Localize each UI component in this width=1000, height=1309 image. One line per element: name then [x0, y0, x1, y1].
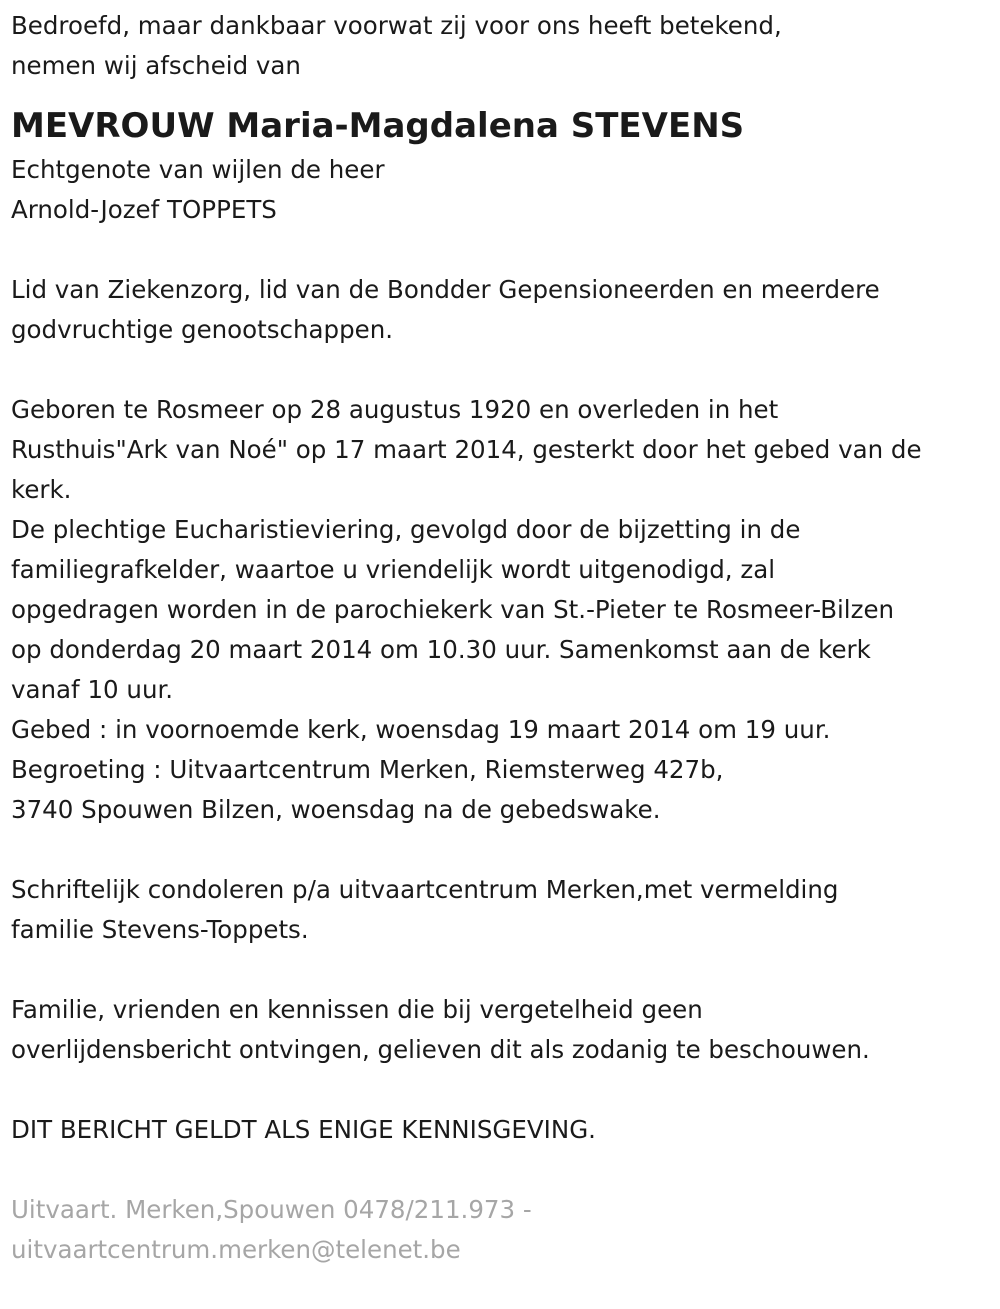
ceremony-line: De plechtige Eucharistieviering, gevolgd door de bijzetting in de [11, 515, 801, 544]
details-paragraph [11, 390, 991, 830]
greeting-line: 3740 Spouwen Bilzen, woensdag na de gebedswake. [11, 795, 661, 824]
notice-paragraph [11, 990, 991, 1070]
intro-line: nemen wij afscheid van [11, 51, 301, 80]
spouse-paragraph [11, 150, 991, 230]
footer-contact [11, 1190, 991, 1270]
condolence-paragraph [11, 870, 991, 950]
footer-line: Uitvaart. Merken,Spouwen 0478/211.973 - [11, 1195, 532, 1224]
birth-line: Rusthuis"Ark van Noé" op 17 maart 2014, gesterkt door het gebed van de [11, 435, 922, 464]
condolence-line: Schriftelijk condoleren p/a uitvaartcentrum Merken,met vermelding [11, 875, 839, 904]
membership-line: godvruchtige genootschappen. [11, 315, 394, 344]
birth-line: Geboren te Rosmeer op 28 augustus 1920 en overleden in het [11, 395, 779, 424]
ceremony-line: op donderdag 20 maart 2014 om 10.30 uur. Samenkomst aan de kerk [11, 635, 871, 664]
ceremony-line: opgedragen worden in de parochiekerk van St.-Pieter te Rosmeer-Bilzen [11, 595, 895, 624]
footer-email: uitvaartcentrum.merken@telenet.be [11, 1235, 461, 1264]
ceremony-line: familiegrafkelder, waartoe u vriendelijk wordt uitgenodigd, zal [11, 555, 776, 584]
notice-line: overlijdensbericht ontvingen, gelieven dit als zodanig te beschouwen. [11, 1035, 870, 1064]
intro-paragraph [11, 6, 991, 86]
membership-paragraph [11, 270, 991, 350]
condolence-line: familie Stevens-Toppets. [11, 915, 309, 944]
prayer-line: Gebed : in voornoemde kerk, woensdag 19 maart 2014 om 19 uur. [11, 715, 831, 744]
ceremony-line: vanaf 10 uur. [11, 675, 174, 704]
membership-line: Lid van Ziekenzorg, lid van de Bondder Gepensioneerden en meerdere [11, 275, 880, 304]
spouse-line: Arnold-Jozef TOPPETS [11, 195, 277, 224]
deceased-name: MEVROUW Maria-Magdalena STEVENS [11, 106, 745, 146]
greeting-line: Begroeting : Uitvaartcentrum Merken, Riemsterweg 427b, [11, 755, 724, 784]
birth-line: kerk. [11, 475, 72, 504]
closing-statement: DIT BERICHT GELDT ALS ENIGE KENNISGEVING. [11, 1115, 596, 1144]
intro-line: Bedroefd, maar dankbaar voorwat zij voor ons heeft betekend, [11, 11, 782, 40]
notice-line: Familie, vrienden en kennissen die bij vergetelheid geen [11, 995, 703, 1024]
obituary-notice [11, 6, 991, 1270]
spouse-line: Echtgenote van wijlen de heer [11, 155, 385, 184]
